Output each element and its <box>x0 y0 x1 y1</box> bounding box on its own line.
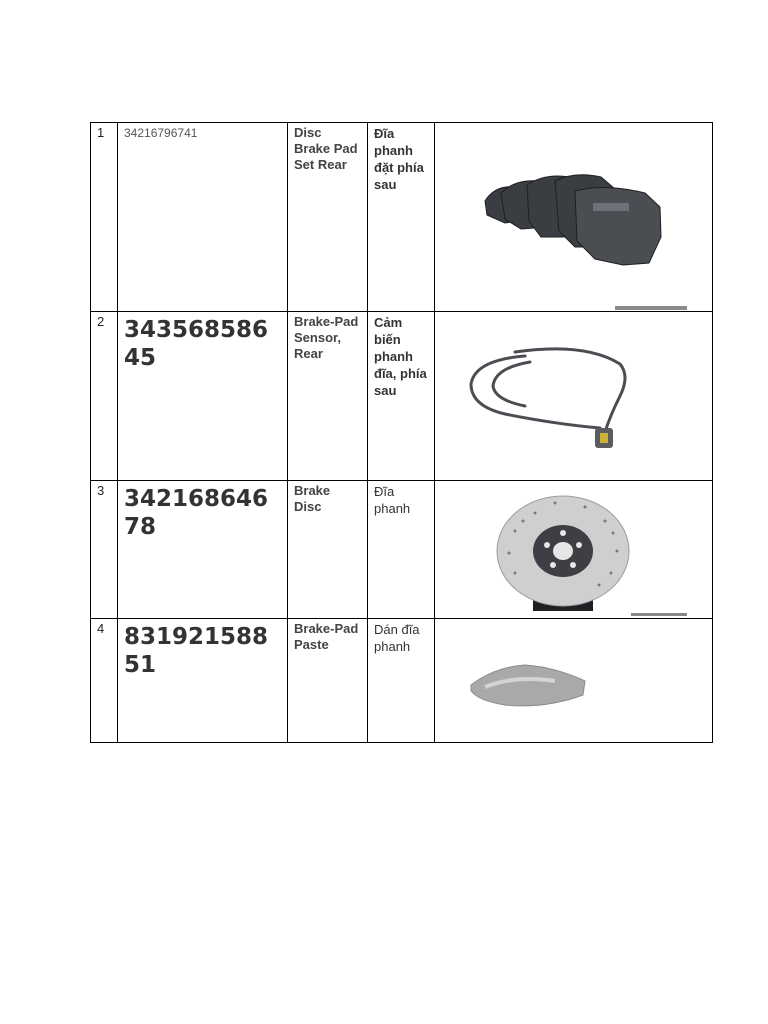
watermark-bar <box>631 613 687 616</box>
table-row <box>91 619 713 743</box>
name-vi-cell <box>368 481 435 619</box>
part-number-cell <box>118 619 288 743</box>
part-name-en: Brake-Pad Paste <box>294 621 359 652</box>
parts-table <box>90 122 713 743</box>
brake-pad-set-photo <box>435 123 713 312</box>
part-name-vi: Đĩa phanh đặt phía sau <box>374 126 424 192</box>
image-cell <box>435 619 713 743</box>
part-name-vi: Cảm biến phanh đĩa, phía sau <box>374 315 427 398</box>
name-en-cell <box>288 123 368 312</box>
part-number: 34216796741 <box>124 126 198 140</box>
row-index: 2 <box>91 312 118 481</box>
pad-label <box>593 203 629 211</box>
name-en-cell <box>288 619 368 743</box>
table-row <box>91 312 713 481</box>
name-vi-cell <box>368 123 435 312</box>
image-cell <box>435 481 713 619</box>
image-cell <box>435 312 713 481</box>
brake-pad-sensor-photo <box>435 312 713 481</box>
row-index: 3 <box>91 481 118 619</box>
brake-disc-photo <box>435 481 713 619</box>
disc-center-hole <box>553 542 573 560</box>
part-number-cell <box>118 481 288 619</box>
part-number: 83192158851 <box>124 624 269 678</box>
name-vi-cell <box>368 619 435 743</box>
part-name-vi: Dán đĩa phanh <box>374 622 420 654</box>
table-row <box>91 123 713 312</box>
part-name-vi: Đĩa phanh <box>374 484 411 516</box>
row-index: 4 <box>91 619 118 743</box>
name-vi-cell <box>368 312 435 481</box>
part-number: 34356858645 <box>124 317 269 371</box>
sensor-tip <box>600 433 608 443</box>
brake-pad-paste-photo <box>435 619 713 743</box>
image-cell <box>435 123 713 312</box>
part-name-en: Disc Brake Pad Set Rear <box>294 125 358 172</box>
row-index: 1 <box>91 123 118 312</box>
part-name-en: Brake Disc <box>294 483 331 514</box>
part-number-cell <box>118 123 288 312</box>
name-en-cell <box>288 481 368 619</box>
part-number: 34216864678 <box>124 486 269 540</box>
table-row <box>91 481 713 619</box>
watermark-bar <box>615 306 687 310</box>
part-name-en: Brake-Pad Sensor, Rear <box>294 314 359 361</box>
name-en-cell <box>288 312 368 481</box>
part-number-cell <box>118 312 288 481</box>
